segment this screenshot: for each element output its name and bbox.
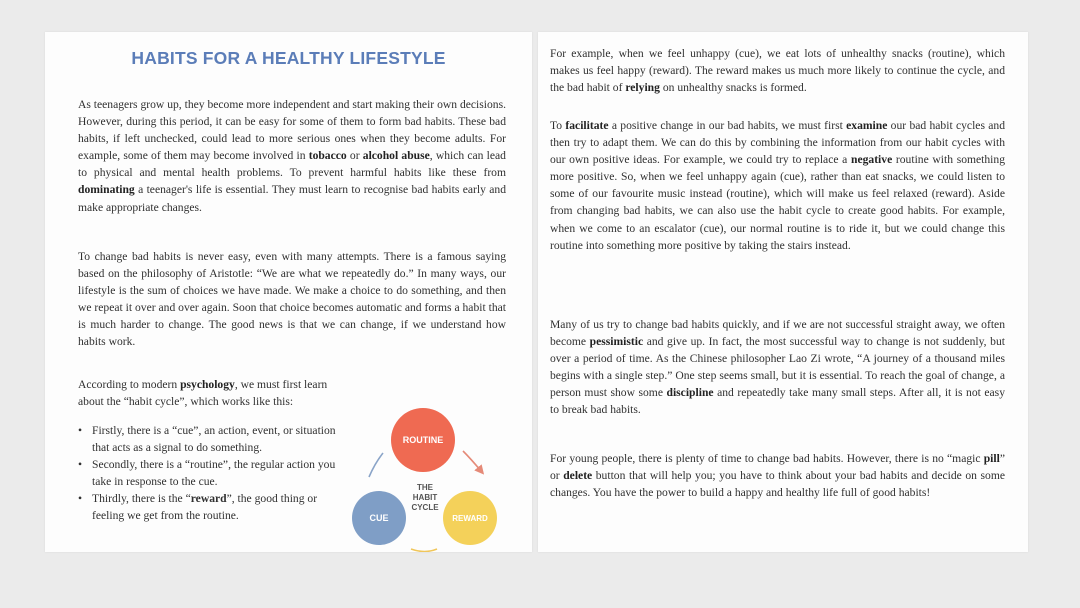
arrow-routine-to-reward-icon	[463, 451, 481, 471]
list-item-text: Secondly, there is a “routine”, the regular action you take in response to the cue.	[92, 458, 336, 489]
snacks-example-paragraph: For example, when we feel unhappy (cue), we eat lots of unhealthy snacks (routine), which makes us feel happy (reward). The reward makes us much more likely to continue the cycle, and the bad habit of relying on unhealthy snacks is formed.	[550, 47, 1005, 95]
habit-cycle-list	[78, 422, 340, 525]
arrow-cue-to-routine-icon	[369, 453, 383, 477]
cue-label: CUE	[369, 513, 389, 523]
conclusion-paragraph: For young people, there is plenty of time to change bad habits. However, there is no “magic pill” or delete button that will help you; you have to think about your bad habits and decide on some changes. You have the power to build a happy and healthy life full of good habits!	[550, 452, 1006, 500]
list-item-text: Firstly, there is a “cue”, an action, event, or situation that acts as a signal to do something.	[92, 424, 336, 455]
habit-cycle-intro-paragraph: According to modern psychology, we must first learn about the “habit cycle”, which works like this:	[78, 378, 328, 409]
lao-zi-paragraph: Many of us try to change bad habits quickly, and if we are not successful straight away, we often become pessimistic and give up. In fact, the most successful way to change is not suddenly, but over a period of time. As the Chinese philosopher Lao Zi wrote, “A journey of a thousand miles begins with a single step.” One step seems small, but it is essential. To reach the goal of change, a person must show some discipline and repeatedly take many small steps. After all, it is not easy to break bad habits.	[550, 318, 1005, 417]
facilitate-change-paragraph: To facilitate a positive change in our bad habits, we must first examine our bad habit cycles and then try to adapt them. We can do this by combining the information from our habit cycles with our own positive ideas. For example, we could try to replace a negative routine with something more positive. So, when we feel unhappy again (cue), rather than eat snacks, we could listen to some of our favourite music instead (routine), which will make us feel relaxed (reward). Aside from changing bad habits, we can also use the habit cycle to create good habits. For example, when we come to an escalator (cue), our normal routine is to ride it, but we could change this routine into something more positive by taking the stairs instead.	[550, 119, 1005, 252]
reward-label: REWARD	[452, 514, 488, 523]
page-title: HABITS FOR A HEALTHY LIFESTYLE	[131, 48, 446, 68]
list-item	[78, 422, 340, 456]
habit-cycle-diagram	[345, 367, 515, 552]
cycle-center-line-2: HABIT	[412, 493, 438, 502]
right-page	[538, 32, 1028, 552]
routine-label: ROUTINE	[402, 435, 444, 445]
left-page	[45, 32, 532, 552]
arrow-reward-to-cue-icon	[411, 549, 437, 552]
aristotle-paragraph: To change bad habits is never easy, even with many attempts. There is a famous saying based on the philosophy of Aristotle: “We are what we repeatedly do.” In many ways, our lifestyle is the sum of choices we have made. We make a choice to do something, and then we repeat it over and over again. Soon that choice becomes automatic and forms a habit that is much harder to change. The good news is that we can change, if we understand how habits work.	[78, 250, 506, 349]
list-item	[78, 456, 340, 490]
cycle-center-line-3: CYCLE	[411, 503, 439, 512]
intro-paragraph: As teenagers grow up, they become more independent and start making their own decisions. However, during this period, it can be easy for some of them to form bad habits. These bad habits, if left unchecked, could lead to more serious ones when they become adults. For example, some of them may become involved in tobacco or alcohol abuse, which can lead to physical and mental health problems. To prevent harmful habits like these from dominating a teenager's life is essential. They must learn to recognise bad habits early and make appropriate changes.	[78, 98, 506, 214]
cycle-center-line-1: THE	[417, 483, 433, 492]
list-item-text: Thirdly, there is the “reward”, the good thing or feeling we get from the routine.	[92, 492, 318, 523]
bullet-icon: •	[78, 492, 83, 506]
list-item	[78, 490, 340, 524]
bullet-icon: •	[78, 458, 83, 472]
bullet-icon: •	[78, 424, 83, 437]
